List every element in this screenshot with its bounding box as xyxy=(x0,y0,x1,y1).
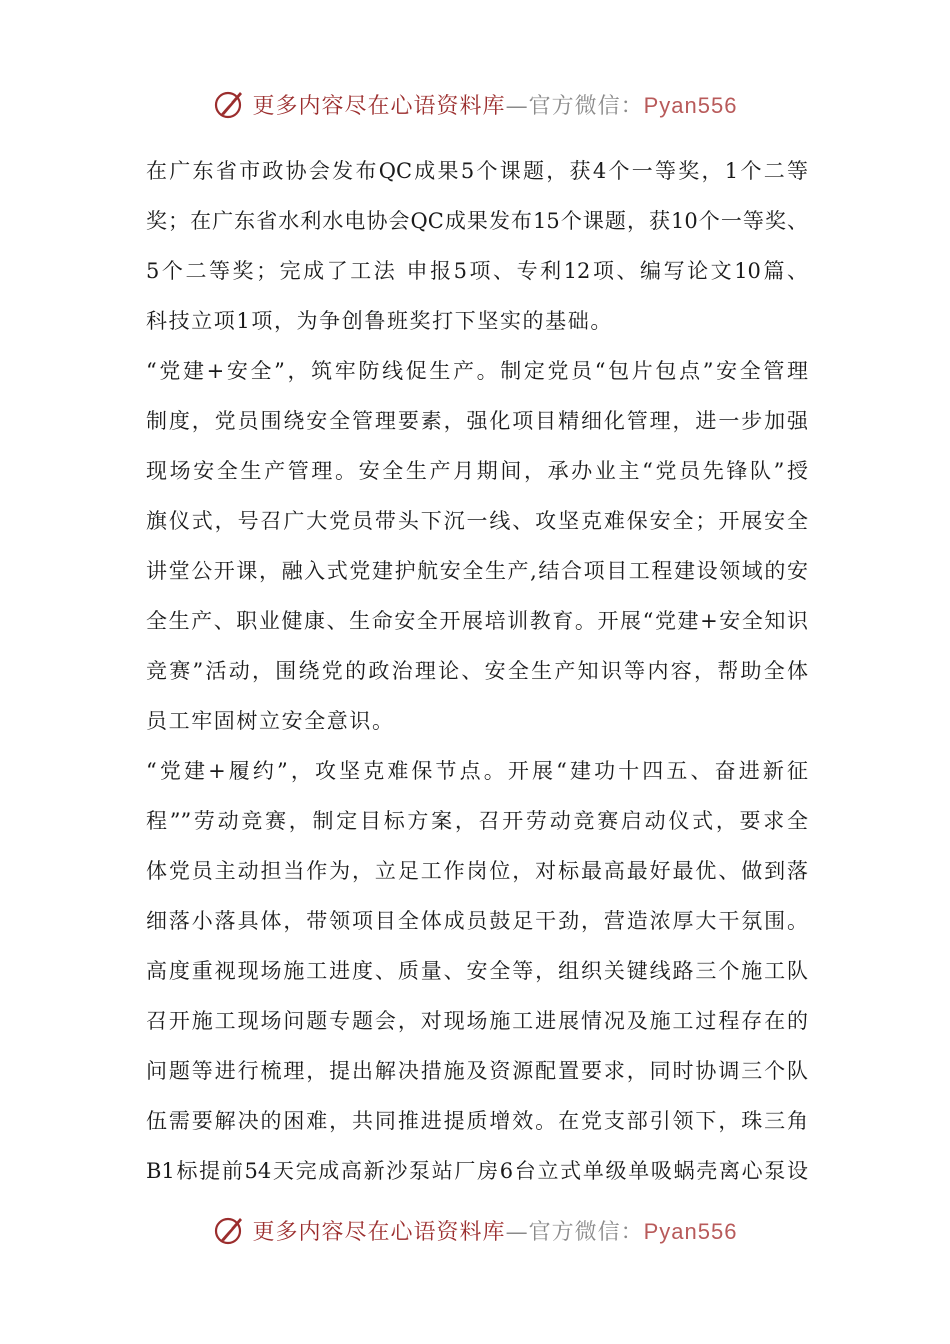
text-line: 讲堂公开课，融入式党建护航安全生产,结合项目工程建设领域的安 xyxy=(146,559,808,583)
quill-pen-circle-icon xyxy=(213,1213,247,1247)
document-body xyxy=(146,146,808,1196)
text-line: 员工牢固树立安全意识。 xyxy=(146,709,395,733)
watermark-main: 更多内容尽在心语资料库 xyxy=(252,93,506,119)
watermark-text xyxy=(253,89,738,120)
text-line: 细落小落具体，带领项目全体成员鼓足干劲，营造浓厚大干氛围。 xyxy=(146,909,808,933)
text-line: 全生产、职业健康、生命安全开展培训教育。开展“党建+安全知识 xyxy=(146,609,808,633)
text-line: 高度重视现场施工进度、质量、安全等，组织关键线路三个施工队 xyxy=(146,959,808,983)
text-line: B1标提前54天完成高新沙泵站厂房6台立式单级单吸蜗壳离心泵设 xyxy=(146,1159,808,1183)
watermark-wechat-label: 官方微信： xyxy=(528,93,644,119)
text-line: 在广东省市政协会发布QC成果5个课题，获4个一等奖，1个二等 xyxy=(146,159,808,183)
text-line: “党建+履约”，攻坚克难保节点。开展“建功十四五、奋进新征 xyxy=(146,759,808,783)
text-line: 竞赛”活动，围绕党的政治理论、安全生产知识等内容，帮助全体 xyxy=(146,659,808,683)
text-line: 旗仪式，号召广大党员带头下沉一线、攻坚克难保安全；开展安全 xyxy=(146,509,808,533)
footer-watermark-banner xyxy=(0,1208,950,1252)
watermark-wechat-id: Pyan556 xyxy=(643,1218,738,1244)
text-line: 科技立项1项，为争创鲁班奖打下坚实的基础。 xyxy=(146,309,613,333)
text-line: 伍需要解决的困难，共同推进提质增效。在党支部引领下，珠三角 xyxy=(146,1109,808,1133)
text-line: 体党员主动担当作为，立足工作岗位，对标最高最好最优、做到落 xyxy=(146,859,808,883)
text-line: 5个二等奖；完成了工法 申报5项、专利12项、编写论文10篇、 xyxy=(146,259,808,283)
text-line: 程””劳动竞赛，制定目标方案，召开劳动竞赛启动仪式，要求全 xyxy=(146,809,808,833)
watermark-text xyxy=(253,1215,738,1246)
watermark-dash: — xyxy=(505,1219,529,1245)
header-watermark-banner xyxy=(0,82,950,126)
text-line: 问题等进行梳理，提出解决措施及资源配置要求，同时协调三个队 xyxy=(146,1059,808,1083)
watermark-dash: — xyxy=(505,93,529,119)
text-line: 奖；在广东省水利水电协会QC成果发布15个课题，获10个一等奖、 xyxy=(146,209,808,233)
watermark-main: 更多内容尽在心语资料库 xyxy=(252,1219,506,1245)
watermark-wechat-id: Pyan556 xyxy=(643,92,738,118)
watermark-wechat-label: 官方微信： xyxy=(528,1219,644,1245)
text-line: 召开施工现场问题专题会，对现场施工进展情况及施工过程存在的 xyxy=(146,1009,808,1033)
quill-pen-circle-icon xyxy=(213,87,247,121)
text-line: 制度，党员围绕安全管理要素，强化项目精细化管理，进一步加强 xyxy=(146,409,808,433)
text-line: “党建+安全”，筑牢防线促生产。制定党员“包片包点”安全管理 xyxy=(146,359,808,383)
text-line: 现场安全生产管理。安全生产月期间，承办业主“党员先锋队”授 xyxy=(146,459,808,483)
